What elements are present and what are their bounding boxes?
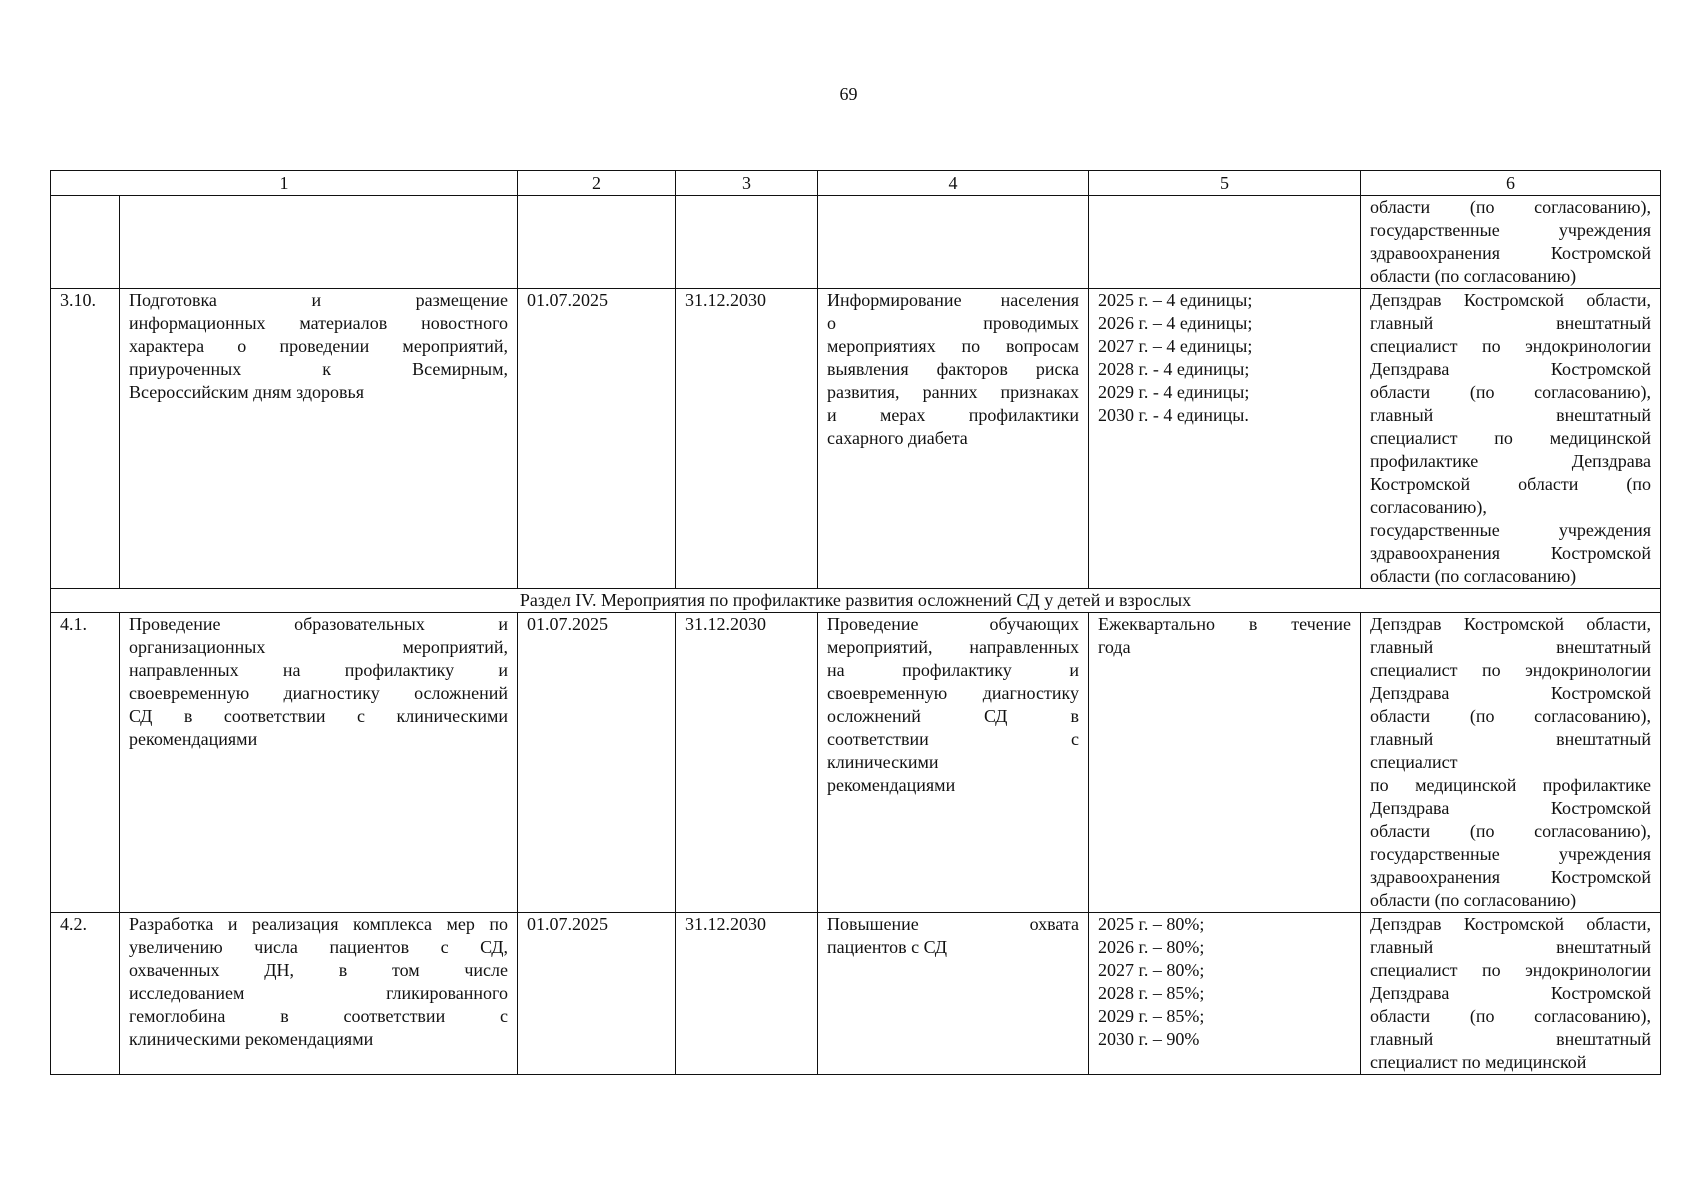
responsible-cell [1361, 196, 1661, 289]
measure-name-line: гемоглобина в соответствии с [129, 1006, 508, 1026]
responsible-line: здравоохранения Костромской [1370, 543, 1651, 563]
measure-name-cell [120, 289, 518, 589]
indicator-line: Ежеквартально в течение [1098, 614, 1351, 634]
indicator-cell [1089, 913, 1361, 1075]
header-cell-4: 4 [818, 171, 1089, 196]
measure-name-cell [120, 196, 518, 289]
row-number: 3.10. [60, 290, 96, 310]
responsible-line: области (по согласованию) [1370, 566, 1577, 586]
measure-name-cell [120, 913, 518, 1075]
responsible-line: профилактике Депздрава [1370, 451, 1651, 471]
header-cell-3: 3 [676, 171, 818, 196]
header-cell-5: 5 [1089, 171, 1361, 196]
indicator-line: 2029 г. – 85%; [1098, 1006, 1205, 1026]
indicator-line: 2027 г. – 80%; [1098, 960, 1205, 980]
measure-name-line: Подготовка и размещение [129, 290, 508, 310]
start-date: 01.07.2025 [527, 914, 608, 934]
table-row [51, 913, 1661, 1075]
expected-result-line: рекомендациями [827, 775, 956, 795]
end-date: 31.12.2030 [685, 290, 766, 310]
expected-result-line: и мерах профилактики [827, 405, 1079, 425]
row-number: 4.1. [60, 614, 87, 634]
indicator-line: года [1098, 637, 1131, 657]
end-date-cell [676, 289, 818, 589]
table-row [51, 289, 1661, 589]
expected-result-cell [818, 613, 1089, 913]
responsible-line: здравоохранения Костромской [1370, 867, 1651, 887]
responsible-line: Депздрава Костромской [1370, 798, 1651, 818]
responsible-line: Депздрав Костромской области, [1370, 914, 1651, 934]
measure-name-line: своевременную диагностику осложнений [129, 683, 508, 703]
responsible-line: Депздрав Костромской области, [1370, 614, 1651, 634]
measure-name-line: характера о проведении мероприятий, [129, 336, 508, 356]
measure-name-line: исследованием гликированного [129, 983, 508, 1003]
responsible-line: государственные учреждения [1370, 220, 1651, 240]
table-row [51, 196, 1661, 289]
expected-result-line: своевременную диагностику [827, 683, 1079, 703]
responsible-line: специалист по эндокринологии [1370, 660, 1651, 680]
responsible-line: специалист по эндокринологии [1370, 960, 1651, 980]
responsible-line: специалист по медицинской [1370, 428, 1651, 448]
expected-result-line: о проводимых [827, 313, 1079, 333]
start-date: 01.07.2025 [527, 290, 608, 310]
responsible-line: по медицинской профилактике [1370, 775, 1651, 795]
responsible-line: главный внештатный [1370, 937, 1651, 957]
responsible-cell [1361, 613, 1661, 913]
measure-name-line: Разработка и реализация комплекса мер по [129, 914, 508, 934]
responsible-cell [1361, 289, 1661, 589]
expected-result-line: соответствии с [827, 729, 1079, 749]
responsible-line: государственные учреждения [1370, 844, 1651, 864]
responsible-line: согласованию), [1370, 497, 1487, 517]
responsible-line: государственные учреждения [1370, 520, 1651, 540]
row-number-cell [51, 613, 120, 913]
expected-result-line: мероприятиях по вопросам [827, 336, 1079, 356]
row-number: 4.2. [60, 914, 87, 934]
header-cell-6: 6 [1361, 171, 1661, 196]
indicator-line: 2025 г. – 80%; [1098, 914, 1205, 934]
responsible-line: области (по согласованию), [1370, 821, 1651, 841]
indicator-line: 2028 г. – 85%; [1098, 983, 1205, 1003]
header-cell-2: 2 [518, 171, 676, 196]
start-date-cell [518, 913, 676, 1075]
end-date: 31.12.2030 [685, 914, 766, 934]
responsible-line: специалист [1370, 752, 1458, 772]
end-date-cell [676, 613, 818, 913]
expected-result-line: мероприятий, направленных [827, 637, 1079, 657]
row-number-cell [51, 196, 120, 289]
responsible-line: Костромской области (по [1370, 474, 1651, 494]
responsible-line: области (по согласованию), [1370, 706, 1651, 726]
table-row [51, 613, 1661, 913]
expected-result-line: на профилактику и [827, 660, 1079, 680]
expected-result-line: Повышение охвата [827, 914, 1079, 934]
measure-name-line: увеличению числа пациентов с СД, [129, 937, 508, 957]
row-number-cell [51, 289, 120, 589]
responsible-line: специалист по медицинской [1370, 1052, 1587, 1072]
responsible-line: Депздрава Костромской [1370, 983, 1651, 1003]
measure-name-line: информационных материалов новостного [129, 313, 508, 333]
expected-result-line: развития, ранних признаках [827, 382, 1079, 402]
indicator-line: 2029 г. - 4 единицы; [1098, 382, 1250, 402]
header-cell-1: 1 [51, 171, 518, 196]
responsible-line: главный внештатный [1370, 637, 1651, 657]
indicator-line: 2025 г. – 4 единицы; [1098, 290, 1253, 310]
responsible-line: здравоохранения Костромской [1370, 243, 1651, 263]
indicator-line: 2026 г. – 80%; [1098, 937, 1205, 957]
indicator-line: 2028 г. - 4 единицы; [1098, 359, 1250, 379]
responsible-line: области (по согласованию), [1370, 197, 1651, 217]
measure-name-line: приуроченных к Всемирным, [129, 359, 508, 379]
responsible-line: Депздрав Костромской области, [1370, 290, 1651, 310]
start-date-cell [518, 196, 676, 289]
expected-result-line: Информирование населения [827, 290, 1079, 310]
indicator-line: 2027 г. – 4 единицы; [1098, 336, 1253, 356]
section-row [51, 589, 1661, 613]
measure-name-line: рекомендациями [129, 729, 258, 749]
measure-name-line: организационных мероприятий, [129, 637, 508, 657]
expected-result-line: Проведение обучающих [827, 614, 1079, 634]
expected-result-line: выявления факторов риска [827, 359, 1079, 379]
measures-table [50, 170, 1661, 1075]
start-date: 01.07.2025 [527, 614, 608, 634]
expected-result-cell [818, 289, 1089, 589]
end-date-cell [676, 196, 818, 289]
row-number-cell [51, 913, 120, 1075]
indicator-cell [1089, 196, 1361, 289]
page-number: 69 [839, 84, 858, 104]
responsible-line: главный внештатный [1370, 1029, 1651, 1049]
section-title: Раздел IV. Мероприятия по профилактике развития осложнений СД у детей и взрослых [51, 589, 1661, 613]
expected-result-line: клиническими [827, 752, 939, 772]
expected-result-line: сахарного диабета [827, 428, 968, 448]
measure-name-line: клиническими рекомендациями [129, 1029, 374, 1049]
responsible-line: специалист по эндокринологии [1370, 336, 1651, 356]
measure-name-line: охваченных ДН, в том числе [129, 960, 508, 980]
start-date-cell [518, 613, 676, 913]
start-date-cell [518, 289, 676, 589]
measure-name-line: Проведение образовательных и [129, 614, 508, 634]
responsible-line: области (по согласованию), [1370, 382, 1651, 402]
end-date: 31.12.2030 [685, 614, 766, 634]
responsible-line: Депздрава Костромской [1370, 683, 1651, 703]
indicator-line: 2030 г. – 90% [1098, 1029, 1200, 1049]
indicator-cell [1089, 289, 1361, 589]
measure-name-line: Всероссийским дням здоровья [129, 382, 365, 402]
indicator-cell [1089, 613, 1361, 913]
responsible-line: главный внештатный [1370, 729, 1651, 749]
column-number-row [51, 171, 1661, 196]
indicator-line: 2030 г. - 4 единицы. [1098, 405, 1249, 425]
measure-name-line: СД в соответствии с клиническими [129, 706, 508, 726]
expected-result-line: пациентов с СД [827, 937, 948, 957]
responsible-line: области (по согласованию) [1370, 266, 1577, 286]
expected-result-cell [818, 913, 1089, 1075]
responsible-line: области (по согласованию) [1370, 890, 1577, 910]
indicator-line: 2026 г. – 4 единицы; [1098, 313, 1253, 333]
end-date-cell [676, 913, 818, 1075]
expected-result-cell [818, 196, 1089, 289]
responsible-cell [1361, 913, 1661, 1075]
responsible-line: области (по согласованию), [1370, 1006, 1651, 1026]
measure-name-line: направленных на профилактику и [129, 660, 508, 680]
expected-result-line: осложнений СД в [827, 706, 1079, 726]
responsible-line: главный внештатный [1370, 313, 1651, 333]
responsible-line: Депздрава Костромской [1370, 359, 1651, 379]
responsible-line: главный внештатный [1370, 405, 1651, 425]
measure-name-cell [120, 613, 518, 913]
